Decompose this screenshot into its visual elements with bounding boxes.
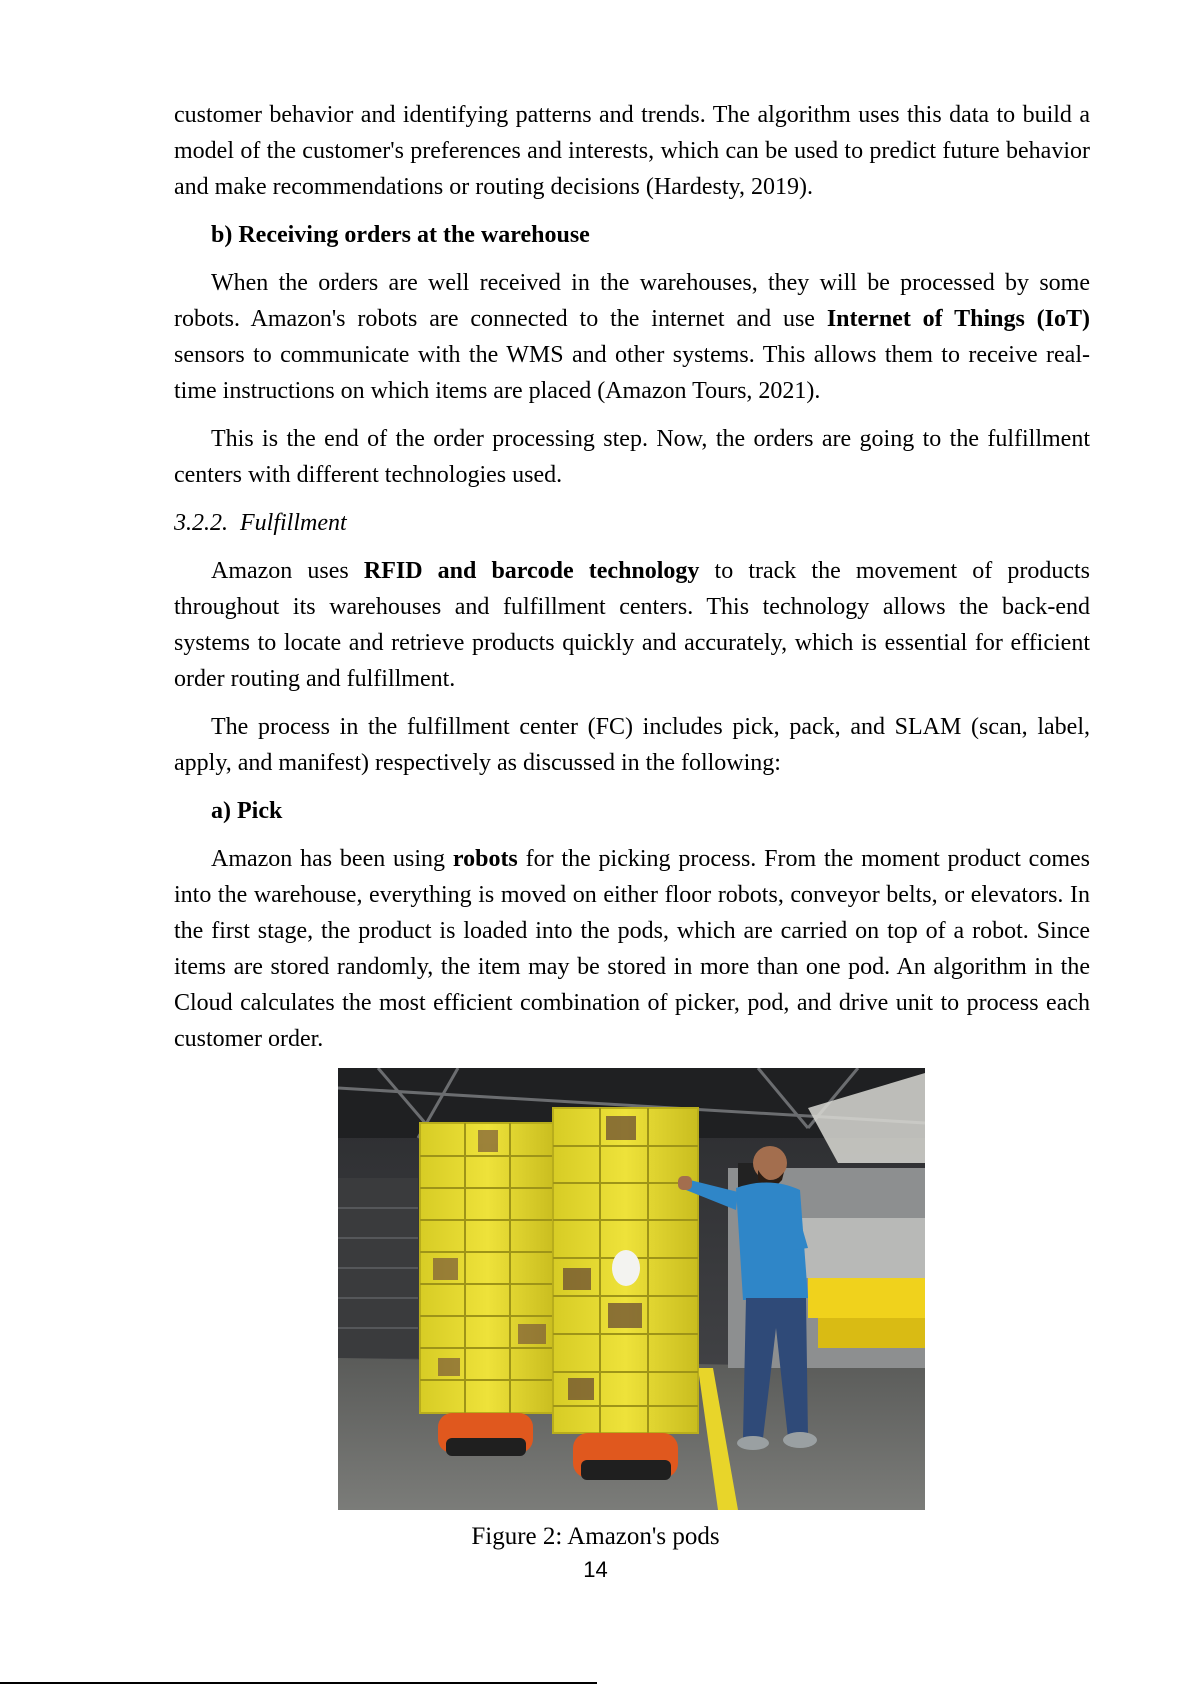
subsection-heading-fulfillment <box>174 505 1090 541</box>
paragraph-end-of-processing: This is the end of the order processing step. Now, the orders are going to the fulfillment centers with different technologies used. <box>174 426 1090 488</box>
pod-left <box>420 1123 555 1413</box>
pod-right <box>553 1108 698 1433</box>
paragraph-pick-robots <box>174 841 1090 1057</box>
page-number: 14 <box>583 1557 608 1582</box>
paragraph-routing-continued: customer behavior and identifying patterns and trends. The algorithm uses this data to build a model of the customer's preferences and interests, which can be used to predict future behavior and make recommendations or routing decisions (Hardesty, 2019). <box>174 102 1090 200</box>
body-text <box>174 97 1090 1069</box>
paragraph-text: When the orders are well received in the warehouses, they will be processed by some robots. Amazon's robots are connected to the internet and use <box>174 270 1090 332</box>
yellow-tote <box>808 1278 925 1318</box>
bold-term-robots: robots <box>452 846 518 872</box>
paragraph-text: sensors to communicate with the WMS and other systems. This allows them to receive real-time instructions on which items are placed (Amazon Tours, 2021). <box>174 342 1090 404</box>
figure-amazon-pods-photo <box>338 1068 925 1510</box>
paragraph-text: to track the movement of products throughout its warehouses and fulfillment centers. This technology allows the back-end systems to locate and retrieve products quickly and accurately, which is essential for efficient order routing and fulfillment. <box>174 558 1090 692</box>
paragraph-rfid <box>174 553 1090 697</box>
subsection-title: Fulfillment <box>240 510 347 536</box>
paragraph-text: for the picking process. From the moment product comes into the warehouse, everything is moved on either floor robots, conveyor belts, or elevators. In the first stage, the product is loaded into the pods, which are carried on top of a robot. Since items are stored randomly, the item may be stored in more than one pod. An algorithm in the Cloud calculates the most efficient combination of picker, pod, and drive unit to process each customer order. <box>174 846 1090 1052</box>
subsection-number: 3.2.2. <box>174 510 228 536</box>
bold-term-iot: Internet of Things (IoT) <box>826 306 1091 332</box>
figure-caption: Figure 2: Amazon's pods <box>471 1523 720 1550</box>
bold-term-rfid: RFID and barcode technology <box>363 558 700 584</box>
paragraph-text: Amazon uses <box>211 558 364 584</box>
paragraph-fc-process: The process in the fulfillment center (FC) includes pick, pack, and SLAM (scan, label, apply, and manifest) respectively as discussed in the following: <box>174 714 1090 776</box>
heading-pick: a) Pick <box>211 798 283 824</box>
heading-receiving-orders: b) Receiving orders at the warehouse <box>211 222 590 248</box>
paragraph-text: Amazon has been using <box>211 846 453 872</box>
paragraph-receiving-orders <box>174 265 1090 409</box>
footer-divider <box>0 1682 597 1684</box>
